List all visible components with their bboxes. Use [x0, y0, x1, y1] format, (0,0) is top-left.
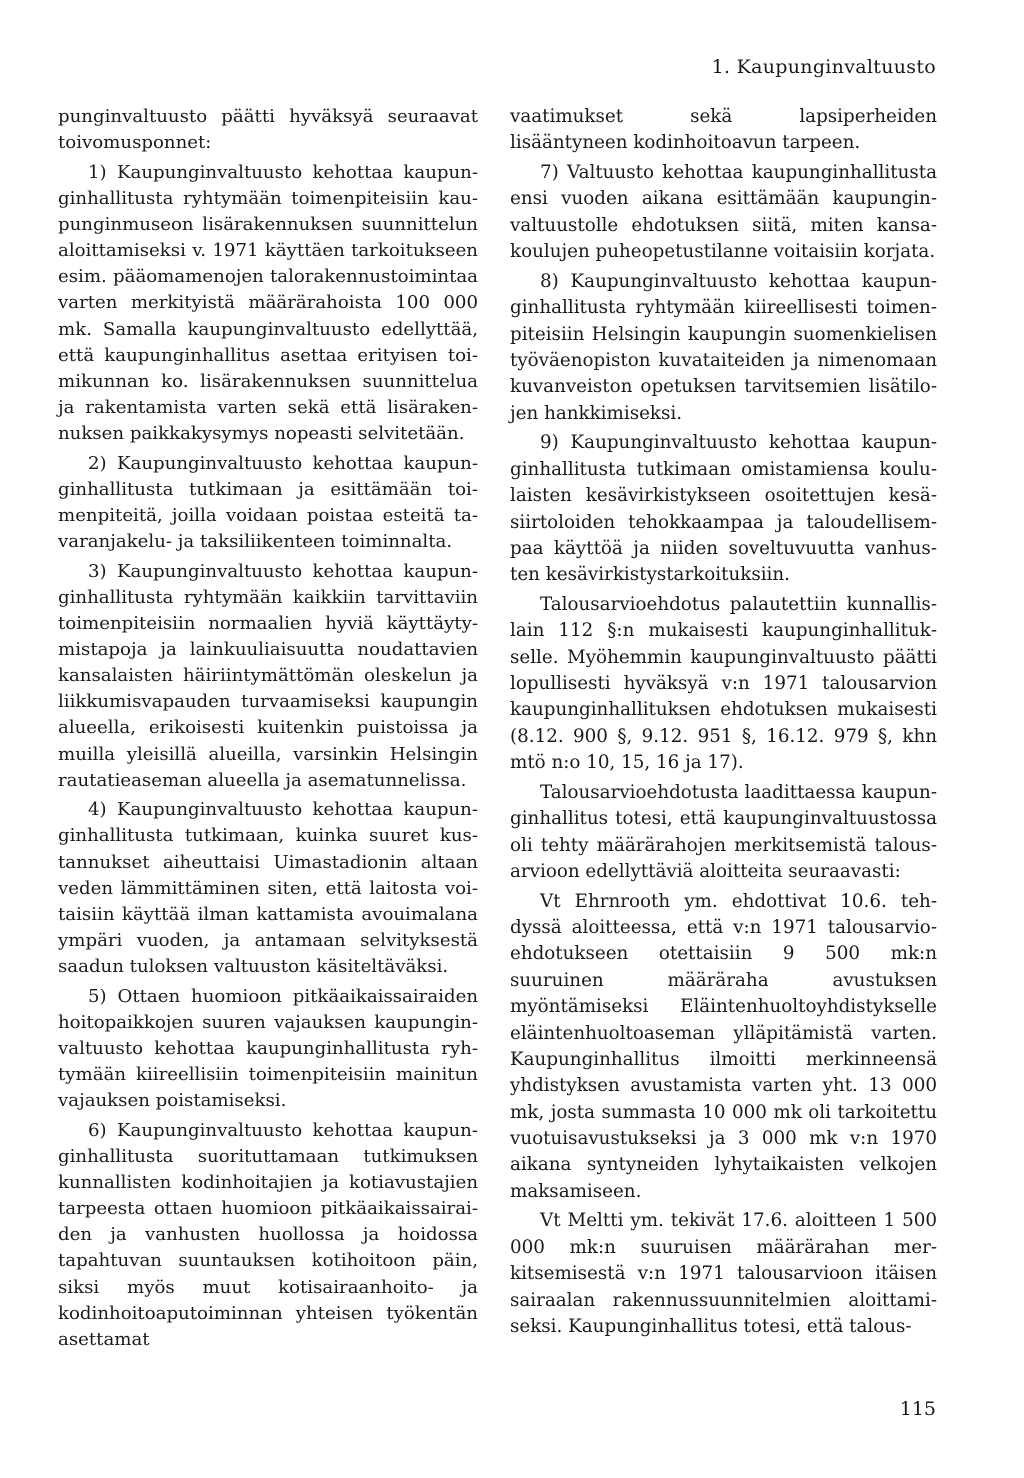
- paragraph: punginvaltuusto päätti hyväksyä seuraavat toivomusponnet:: [58, 106, 478, 154]
- paragraph: 2) Kaupunginvaltuusto kehottaa kaupunginhallitusta tutkimaan ja esittämään toimenpiteitä, joilla voidaan poistaa esteitä tavaranjakelu- ja taksiliikenteen toiminnalta.: [58, 452, 478, 553]
- paragraph: vaatimukset sekä lapsiperheiden lisääntyneen kodinhoitoavun tarpeen.: [510, 106, 937, 154]
- paragraph: 3) Kaupunginvaltuusto kehottaa kaupunginhallitusta ryhtymään kaikkiin tarvittaviin toimenpiteisiin normaalien hyviä käyttäytymistapoja ja lainkuuliaisuutta noudattavien kansalaisten häiriintymättömän oleskelun ja liikkumisvapauden turvaamiseksi kaupungin alueella, erikoisesti kuitenkin puistoissa ja muilla yleisillä alueilla, varsinkin Helsingin rautatieaseman alueella ja asematunnelissa.: [58, 560, 478, 791]
- left-column: [58, 104, 478, 1356]
- paragraph: 9) Kaupunginvaltuusto kehottaa kaupunginhallitusta tutkimaan omistamiensa koululaisten kesävirkistykseen osoitettujen kesäsiirtoloiden tehokkaampaa ja taloudellisempaa käyttöä ja niiden soveltuvuutta vanhusten kesävirkistystarkoituksiin.: [510, 432, 937, 586]
- paragraph: 1) Kaupunginvaltuusto kehottaa kaupunginhallitusta ryhtymään toimenpiteisiin kaupunginmuseon lisärakennuksen suunnittelun aloittamiseksi v. 1971 käyttäen tarkoitukseen esim. pääomamenojen talorakennustoimintaa varten merkityistä määrärahoista 100 000 mk. Samalla kaupunginvaltuusto edellyttää, että kaupunginhallitus asettaa erityisen toimikunnan ko. lisärakennuksen suunnittelua ja rakentamista varten sekä että lisärakennuksen paikkakysymys nopeasti selvitetään.: [58, 161, 478, 445]
- paragraph: 5) Ottaen huomioon pitkäaikaissairaiden hoitopaikkojen suuren vajauksen kaupunginvaltuusto kehottaa kaupunginhallitusta ryhtymään kiireellisiin toimenpiteisiin mainitun vajauksen poistamiseksi.: [58, 985, 478, 1112]
- paragraph: Vt Ehrnrooth ym. ehdottivat 10.6. tehdyssä aloitteessa, että v:n 1971 talousarvioehdotukseen otettaisiin 9 500 mk:n suuruinen määräraha avustuksen myöntämiseksi Eläintenhuoltoyhdistykselle eläintenhuoltoaseman ylläpitämistä varten. Kaupunginhallitus ilmoitti merkinneensä yhdistyksen avustamista varten yht. 13 000 mk, josta summasta 10 000 mk oli tarkoitettu vuotuisavustukseksi ja 3 000 mk v:n 1970 aikana syntyneiden lyhytaikaisten velkojen maksamiseen.: [510, 890, 937, 1202]
- paragraph: Talousarvioehdotus palautettiin kunnallislain 112 §:n mukaisesti kaupunginhallitukselle. Myöhemmin kaupunginvaltuusto päätti lopullisesti hyväksyä v:n 1971 talousarvion kaupunginhallituksen ehdotuksen mukaisesti (8.12. 900 §, 9.12. 951 §, 16.12. 979 §, khn mtö n:o 10, 15, 16 ja 17).: [510, 594, 937, 774]
- paragraph: 6) Kaupunginvaltuusto kehottaa kaupunginhallitusta suorituttamaan tutkimuksen kunnallisten kodinhoitajien ja kotiavustajien tarpeesta ottaen huomioon pitkäaikaissairaiden ja vanhusten huollossa ja hoidossa tapahtuvan suuntauksen kotihoitoon päin, siksi myös muut kotisairaanhoito- ja kodinhoitoaputoiminnan yhteisen työkentän asettamat: [58, 1119, 478, 1350]
- running-head: 1. Kaupunginvaltuusto: [711, 56, 936, 78]
- paragraph: Talousarvioehdotusta laadittaessa kaupunginhallitus totesi, että kaupunginvaltuustossa oli tehty määrärahojen merkitsemistä talousarvioon edellyttäviä aloitteita seuraavasti:: [510, 781, 937, 883]
- right-column: [510, 104, 937, 1344]
- page-number: 115: [899, 1398, 936, 1420]
- paragraph: Vt Meltti ym. tekivät 17.6. aloitteen 1 500 000 mk:n suuruisen määrärahan merkitsemisestä v:n 1971 talousarvioon itäisen sairaalan rakennussuunnitelmien aloittamiseksi. Kaupunginhallitus totesi, että talous-: [510, 1210, 937, 1337]
- paragraph: 4) Kaupunginvaltuusto kehottaa kaupunginhallitusta tutkimaan, kuinka suuret kustannukset aiheuttaisi Uimastadionin altaan veden lämmittäminen siten, että laitosta voitaisiin käyttää ilman kattamista avouimalana ympäri vuoden, ja antamaan selvityksestä saadun tuloksen valtuuston käsiteltäväksi.: [58, 799, 478, 978]
- paragraph: 8) Kaupunginvaltuusto kehottaa kaupunginhallitusta ryhtymään kiireellisesti toimenpiteisiin Helsingin kaupungin suomenkielisen työväenopiston kuvataiteiden ja nimenomaan kuvanveiston opetuksen tarvitsemien lisätilojen hankkimiseksi.: [510, 270, 937, 424]
- paragraph: 7) Valtuusto kehottaa kaupunginhallitusta ensi vuoden aikana esittämään kaupunginvaltuustolle ehdotuksen siitä, miten kansakoulujen puheopetustilanne voitaisiin korjata.: [510, 162, 937, 263]
